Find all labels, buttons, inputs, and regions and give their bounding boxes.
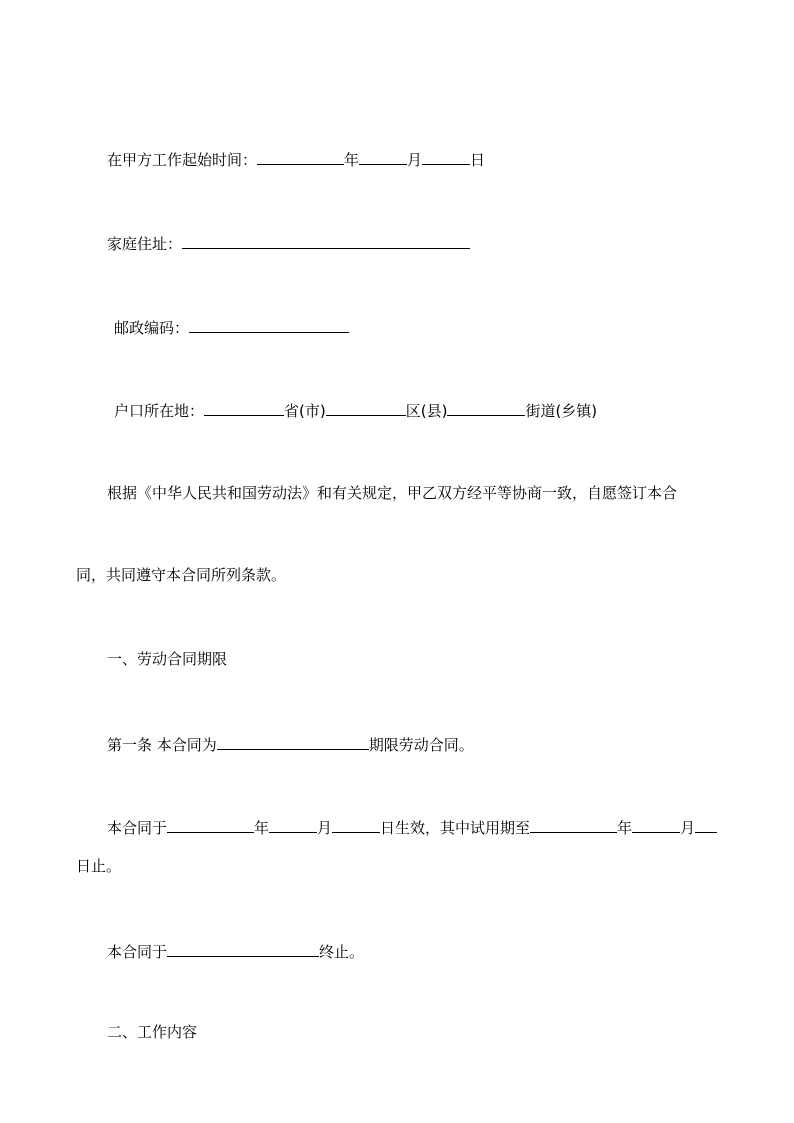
effective-month-label: 月 (317, 819, 333, 836)
termination-line (107, 940, 364, 960)
effective-year-label: 年 (254, 819, 270, 836)
termination-suffix: 终止。 (319, 943, 365, 961)
trial-end-line: 日止。 (76, 857, 122, 875)
start-time-label: 在甲方工作起始时间： (107, 151, 258, 169)
trial-month-label: 月 (680, 819, 696, 836)
postal-code-line (114, 316, 349, 336)
street-label: 街道(乡镇) (525, 402, 598, 420)
start-month-blank[interactable] (359, 148, 407, 165)
termination-blank[interactable] (167, 940, 319, 957)
home-address-line (107, 232, 470, 252)
postal-code-label: 邮政编码： (114, 319, 190, 337)
day-label: 日 (470, 151, 486, 169)
effective-month-blank[interactable] (269, 816, 317, 833)
province-label: 省(市) (284, 402, 326, 420)
trial-year-blank[interactable] (530, 816, 617, 833)
effective-date-line (107, 816, 717, 836)
month-label: 月 (407, 151, 423, 169)
preamble-line-2: 同，共同遵守本合同所列条款。 (76, 566, 287, 584)
trial-day-blank[interactable] (695, 816, 717, 833)
year-label: 年 (344, 151, 360, 169)
home-address-label: 家庭住址： (107, 235, 183, 253)
start-day-blank[interactable] (422, 148, 470, 165)
termination-prefix: 本合同于 (107, 943, 168, 961)
home-address-blank[interactable] (182, 232, 470, 249)
section-1-heading: 一、劳动合同期限 (107, 650, 228, 668)
household-registration-line (114, 399, 597, 419)
street-blank[interactable] (447, 399, 525, 416)
province-blank[interactable] (204, 399, 284, 416)
effective-prefix: 本合同于 (107, 819, 168, 836)
district-label: 区(县) (405, 402, 448, 420)
trial-year-label: 年 (617, 819, 633, 836)
household-label: 户口所在地： (114, 402, 205, 420)
contract-term-blank[interactable] (217, 733, 369, 750)
section-2-heading: 二、工作内容 (107, 1023, 198, 1041)
effective-year-blank[interactable] (167, 816, 254, 833)
effective-mid: 日生效，其中试用期至 (380, 819, 531, 836)
effective-day-blank[interactable] (332, 816, 380, 833)
preamble-line-1: 根据《中华人民共和国劳动法》和有关规定，甲乙双方经平等协商一致，自愿签订本合 (107, 484, 678, 502)
start-time-line (107, 148, 485, 168)
article-1-prefix: 第一条 本合同为 (107, 736, 217, 754)
article-1-line (107, 733, 474, 753)
start-year-blank[interactable] (257, 148, 344, 165)
article-1-suffix: 期限劳动合同。 (368, 736, 474, 754)
postal-code-blank[interactable] (189, 316, 349, 333)
trial-month-blank[interactable] (632, 816, 680, 833)
district-blank[interactable] (326, 399, 406, 416)
